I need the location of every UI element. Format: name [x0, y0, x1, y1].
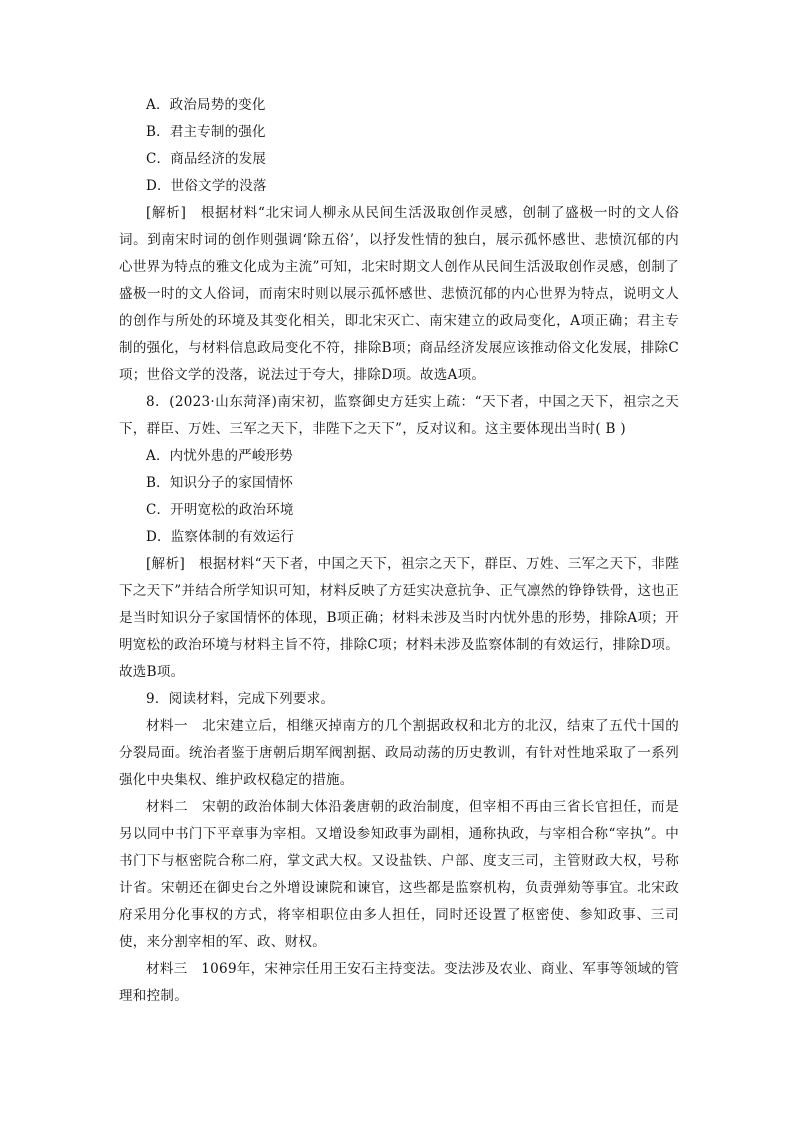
q7-option-b: B．君主专制的强化 — [146, 124, 266, 140]
q8-option-d: D．监察体制的有效运行 — [146, 529, 295, 545]
q9-stem: 9．阅读材料，完成下列要求。 — [146, 691, 335, 707]
q9-material-3: 材料三 1069年，宋神宗任用王安石主持变法。变法涉及农业、商业、军事等领域的管理和控制。 — [119, 961, 679, 1004]
q8-analysis: [解析] 根据材料“天下者，中国之天下，祖宗之天下，群臣、万姓、三军之天下，非陛下之天下”并结合所学知识可知，材料反映了方廷实决意抗争、正气凛然的铮铮铁骨，这也正是当时知识分子家国情怀的体现，B项正确；材料未涉及当时内忧外患的形势，排除A项；开明宽松的政治环境与材料主旨不符，排除C项；材料未涉及监察体制的有效运行，排除D项。故选B项。 — [119, 556, 679, 680]
q8-option-a: A．内忧外患的严峻形势 — [146, 448, 293, 464]
q7-analysis: [解析] 根据材料“北宋词人柳永从民间生活汲取创作灵感，创制了盛极一时的文人俗词。到南宋时词的创作则强调‘除五俗’，以抒发性情的独白，展示孤怀感世、悲愤沉郁的内心世界为特点的雅文化成为主流”可知，北宋时期文人创作从民间生活汲取创作灵感，创制了盛极一时的文人俗词，而南宋时则以展示孤怀感世、悲愤沉郁的内心世界为特点，说明文人的创作与所处的环境及其变化相关，即北宋灭亡、南宋建立的政局变化，A项正确；君主专制的强化，与材料信息政局变化不符，排除B项；商品经济发展应该推动俗文化发展，排除C项；世俗文学的没落，说法过于夸大，排除D项。故选A项。 — [119, 205, 679, 383]
q9-material-1: 材料一 北宋建立后，相继灭掉南方的几个割据政权和北方的北汉，结束了五代十国的分裂局面。统治者鉴于唐朝后期军阀割据、政局动荡的历史教训，有针对性地采取了一系列强化中央集权、维护政权稳定的措施。 — [119, 718, 679, 788]
q8-option-c: C．开明宽松的政治环境 — [146, 502, 294, 518]
q9-material-2: 材料二 宋朝的政治体制大体沿袭唐朝的政治制度，但宰相不再由三省长官担任，而是另以同中书门下平章事为宰相。又增设参知政事为副相，通称执政，与宰相合称“宰执”。中书门下与枢密院合称二府，掌文武大权。又设盐铁、户部、度支三司，主管财政大权，号称计省。宋朝还在御史台之外增设谏院和谏官，这些都是监察机构，负责弹劾等事宜。北宋政府采用分化事权的方式，将宰相职位由多人担任，同时还设置了枢密使、参知政事、三司使，来分割宰相的军、政、财权。 — [119, 799, 679, 950]
q7-option-c: C．商品经济的发展 — [146, 151, 267, 167]
document-page — [119, 92, 679, 1010]
q7-option-d: D．世俗文学的没落 — [146, 178, 267, 194]
q7-option-a: A．政治局势的变化 — [146, 97, 266, 113]
q8-stem: 8．(2023·山东菏泽)南宋初，监察御史方廷实上疏：“天下者，中国之天下，祖宗之天下，群臣、万姓、三军之天下，非陛下之天下”，反对议和。这主要体现出当时( B ) — [119, 394, 679, 437]
q8-option-b: B．知识分子的家国情怀 — [146, 475, 294, 491]
